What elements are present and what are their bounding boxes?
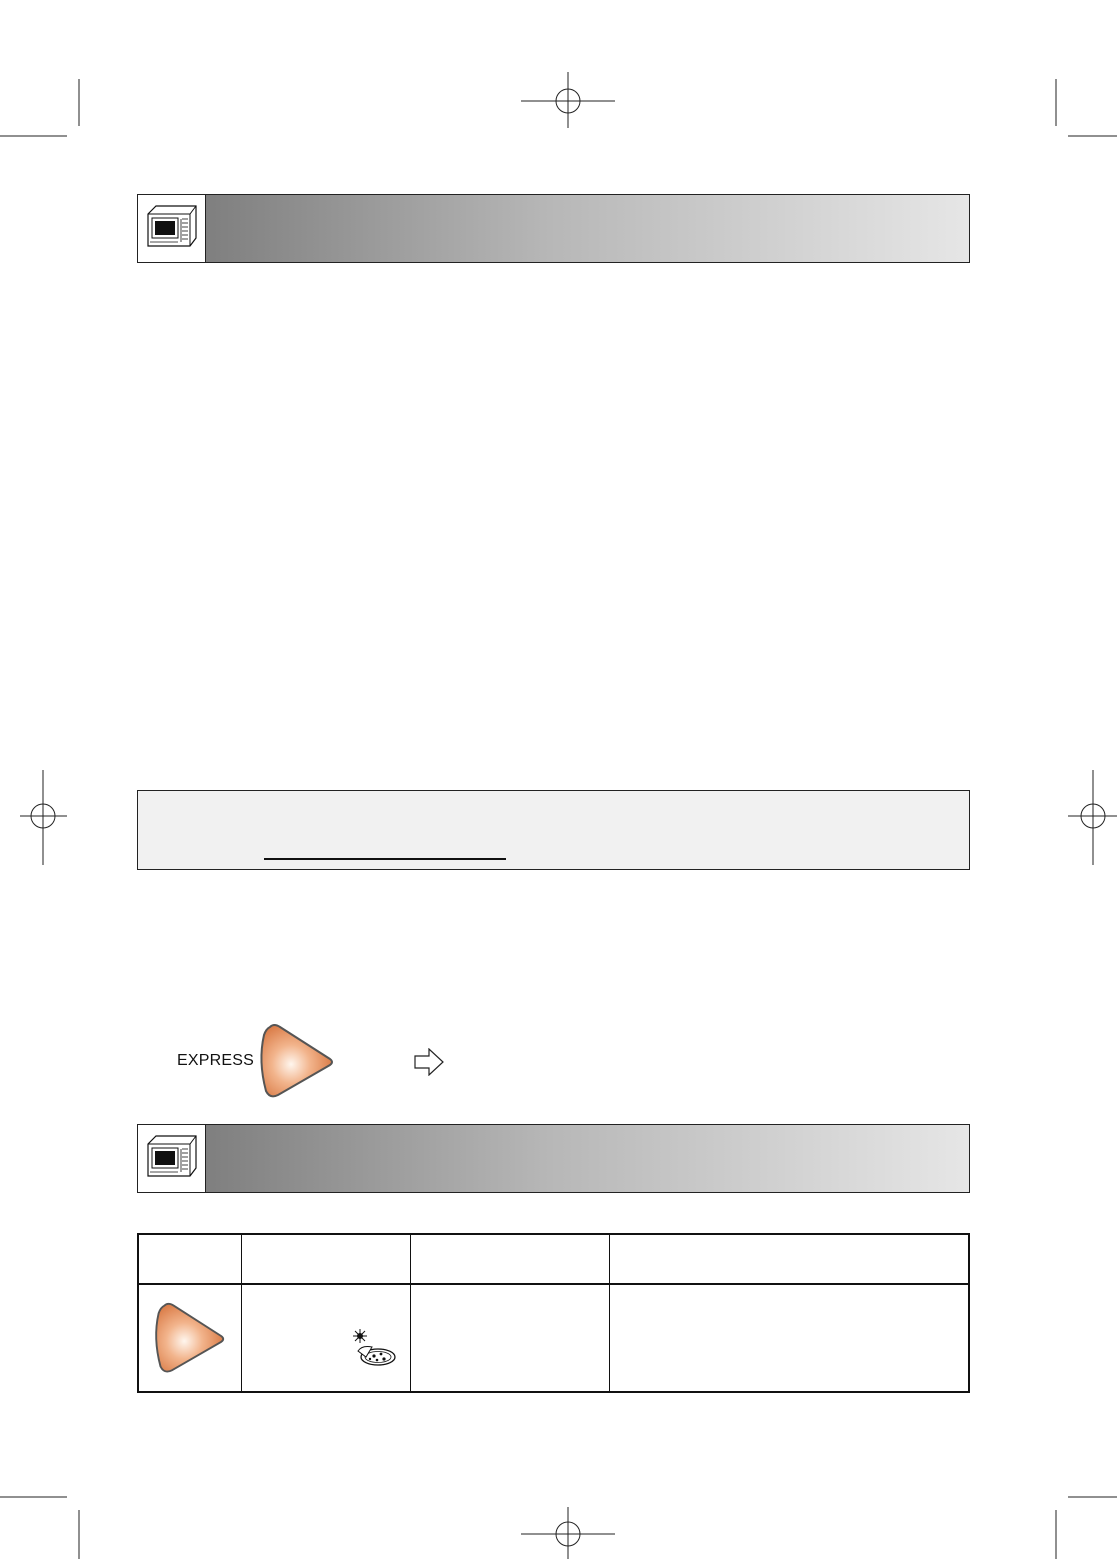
table-cell-button (138, 1284, 242, 1392)
registration-mark-top (521, 72, 615, 128)
table-header-cell (138, 1234, 242, 1284)
microwave-oven-icon (144, 1132, 200, 1185)
table-header-cell (410, 1234, 610, 1284)
section-banner-top (137, 194, 970, 263)
registration-mark-bottom (521, 1507, 615, 1559)
outline-right-arrow-icon (414, 1048, 444, 1081)
express-button[interactable] (256, 1021, 336, 1106)
banner-gradient (206, 1125, 969, 1192)
banner-icon-box (138, 1125, 206, 1192)
frozen-pizza-icon (350, 1327, 398, 1372)
express-button-small (151, 1299, 227, 1382)
note-underline (264, 858, 506, 860)
express-menu-table (137, 1233, 970, 1393)
table-cell-food (242, 1284, 411, 1392)
table-cell (410, 1284, 610, 1392)
table-header-cell (610, 1234, 969, 1284)
express-label: EXPRESS (177, 1052, 254, 1069)
section-banner-bottom (137, 1124, 970, 1193)
table-header-cell (242, 1234, 411, 1284)
table-header-row (138, 1234, 969, 1284)
orange-triangle-button-icon (151, 1299, 227, 1377)
orange-triangle-button-icon (256, 1021, 336, 1101)
table-cell (610, 1284, 969, 1392)
note-box (137, 790, 970, 870)
microwave-oven-icon (144, 202, 200, 255)
registration-mark-right (1068, 770, 1117, 865)
registration-mark-left (20, 770, 67, 865)
banner-gradient (206, 195, 969, 262)
banner-icon-box (138, 195, 206, 262)
table-row (138, 1284, 969, 1392)
